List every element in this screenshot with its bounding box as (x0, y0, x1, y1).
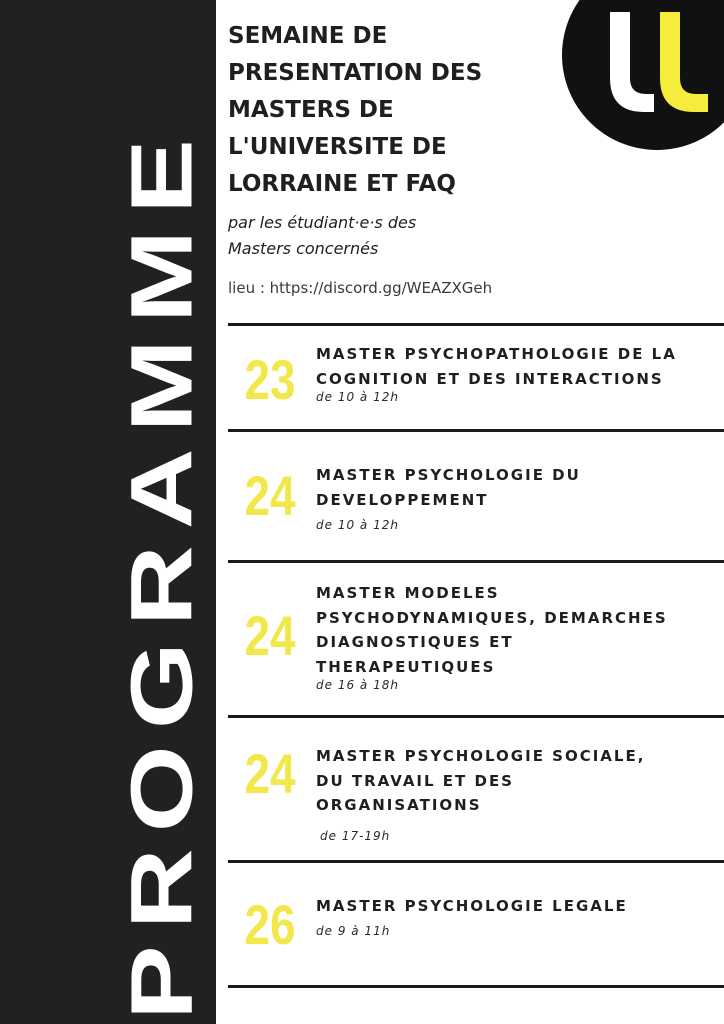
event-time: de 10 à 12h (316, 518, 399, 532)
event-title (316, 744, 716, 818)
event-title-line: THERAPEUTIQUES (316, 657, 496, 676)
title-line: MASTERS DE (228, 97, 394, 123)
subtitle-line: Masters concernés (228, 239, 379, 258)
sidebar (0, 0, 216, 1024)
title-line: PRESENTATION DES (228, 60, 483, 86)
event-title-line: PSYCHODYNAMIQUES, DEMARCHES (316, 608, 668, 627)
event-title-line: MASTER PSYCHOPATHOLOGIE DE LA (316, 345, 677, 363)
event-item (228, 326, 724, 430)
event-title-line: DIAGNOSTIQUES ET (316, 633, 514, 651)
event-item (228, 718, 724, 860)
event-title (316, 581, 716, 679)
event-time: de 10 à 12h (316, 390, 399, 404)
event-item (228, 432, 724, 560)
event-time: de 9 à 11h (316, 924, 391, 938)
event-title-line: MASTER MODELES (316, 584, 500, 602)
event-day: 26 (244, 893, 296, 956)
subtitle-line: par les étudiant·e·s des (228, 213, 417, 232)
event-day: 23 (244, 348, 296, 411)
event-time: de 17-19h (320, 829, 391, 843)
event-title-line: MASTER PSYCHOLOGIE DU (316, 466, 581, 484)
title-line: LORRAINE ET FAQ (228, 171, 456, 197)
event-title-line: DEVELOPPEMENT (316, 490, 489, 509)
event-title (316, 463, 716, 512)
location-link[interactable]: lieu : https://discord.gg/WEAZXGeh (228, 279, 493, 297)
programme-vertical-title: PROGRAMME (112, 123, 211, 1020)
event-title-line: MASTER PSYCHOLOGIE LEGALE (316, 897, 628, 915)
title-line: L'UNIVERSITE DE (228, 134, 447, 160)
page-title (228, 18, 558, 203)
event-day: 24 (244, 464, 296, 527)
divider (228, 985, 724, 988)
event-title-line: ORGANISATIONS (316, 796, 482, 814)
event-title-line: MASTER PSYCHOLOGIE SOCIALE, (316, 747, 646, 765)
event-time: de 16 à 18h (316, 678, 399, 692)
event-title (316, 342, 716, 391)
event-day: 24 (244, 742, 296, 805)
universite-de-lorraine-logo (562, 0, 724, 150)
title-line: SEMAINE DE (228, 23, 388, 49)
event-title-line: COGNITION ET DES INTERACTIONS (316, 369, 664, 388)
event-item (228, 863, 724, 985)
event-title (316, 894, 716, 919)
event-title-line: DU TRAVAIL ET DES (316, 771, 514, 790)
subtitle (228, 210, 488, 262)
logo-circle (562, 0, 724, 150)
event-day: 24 (244, 604, 296, 667)
event-item (228, 563, 724, 715)
